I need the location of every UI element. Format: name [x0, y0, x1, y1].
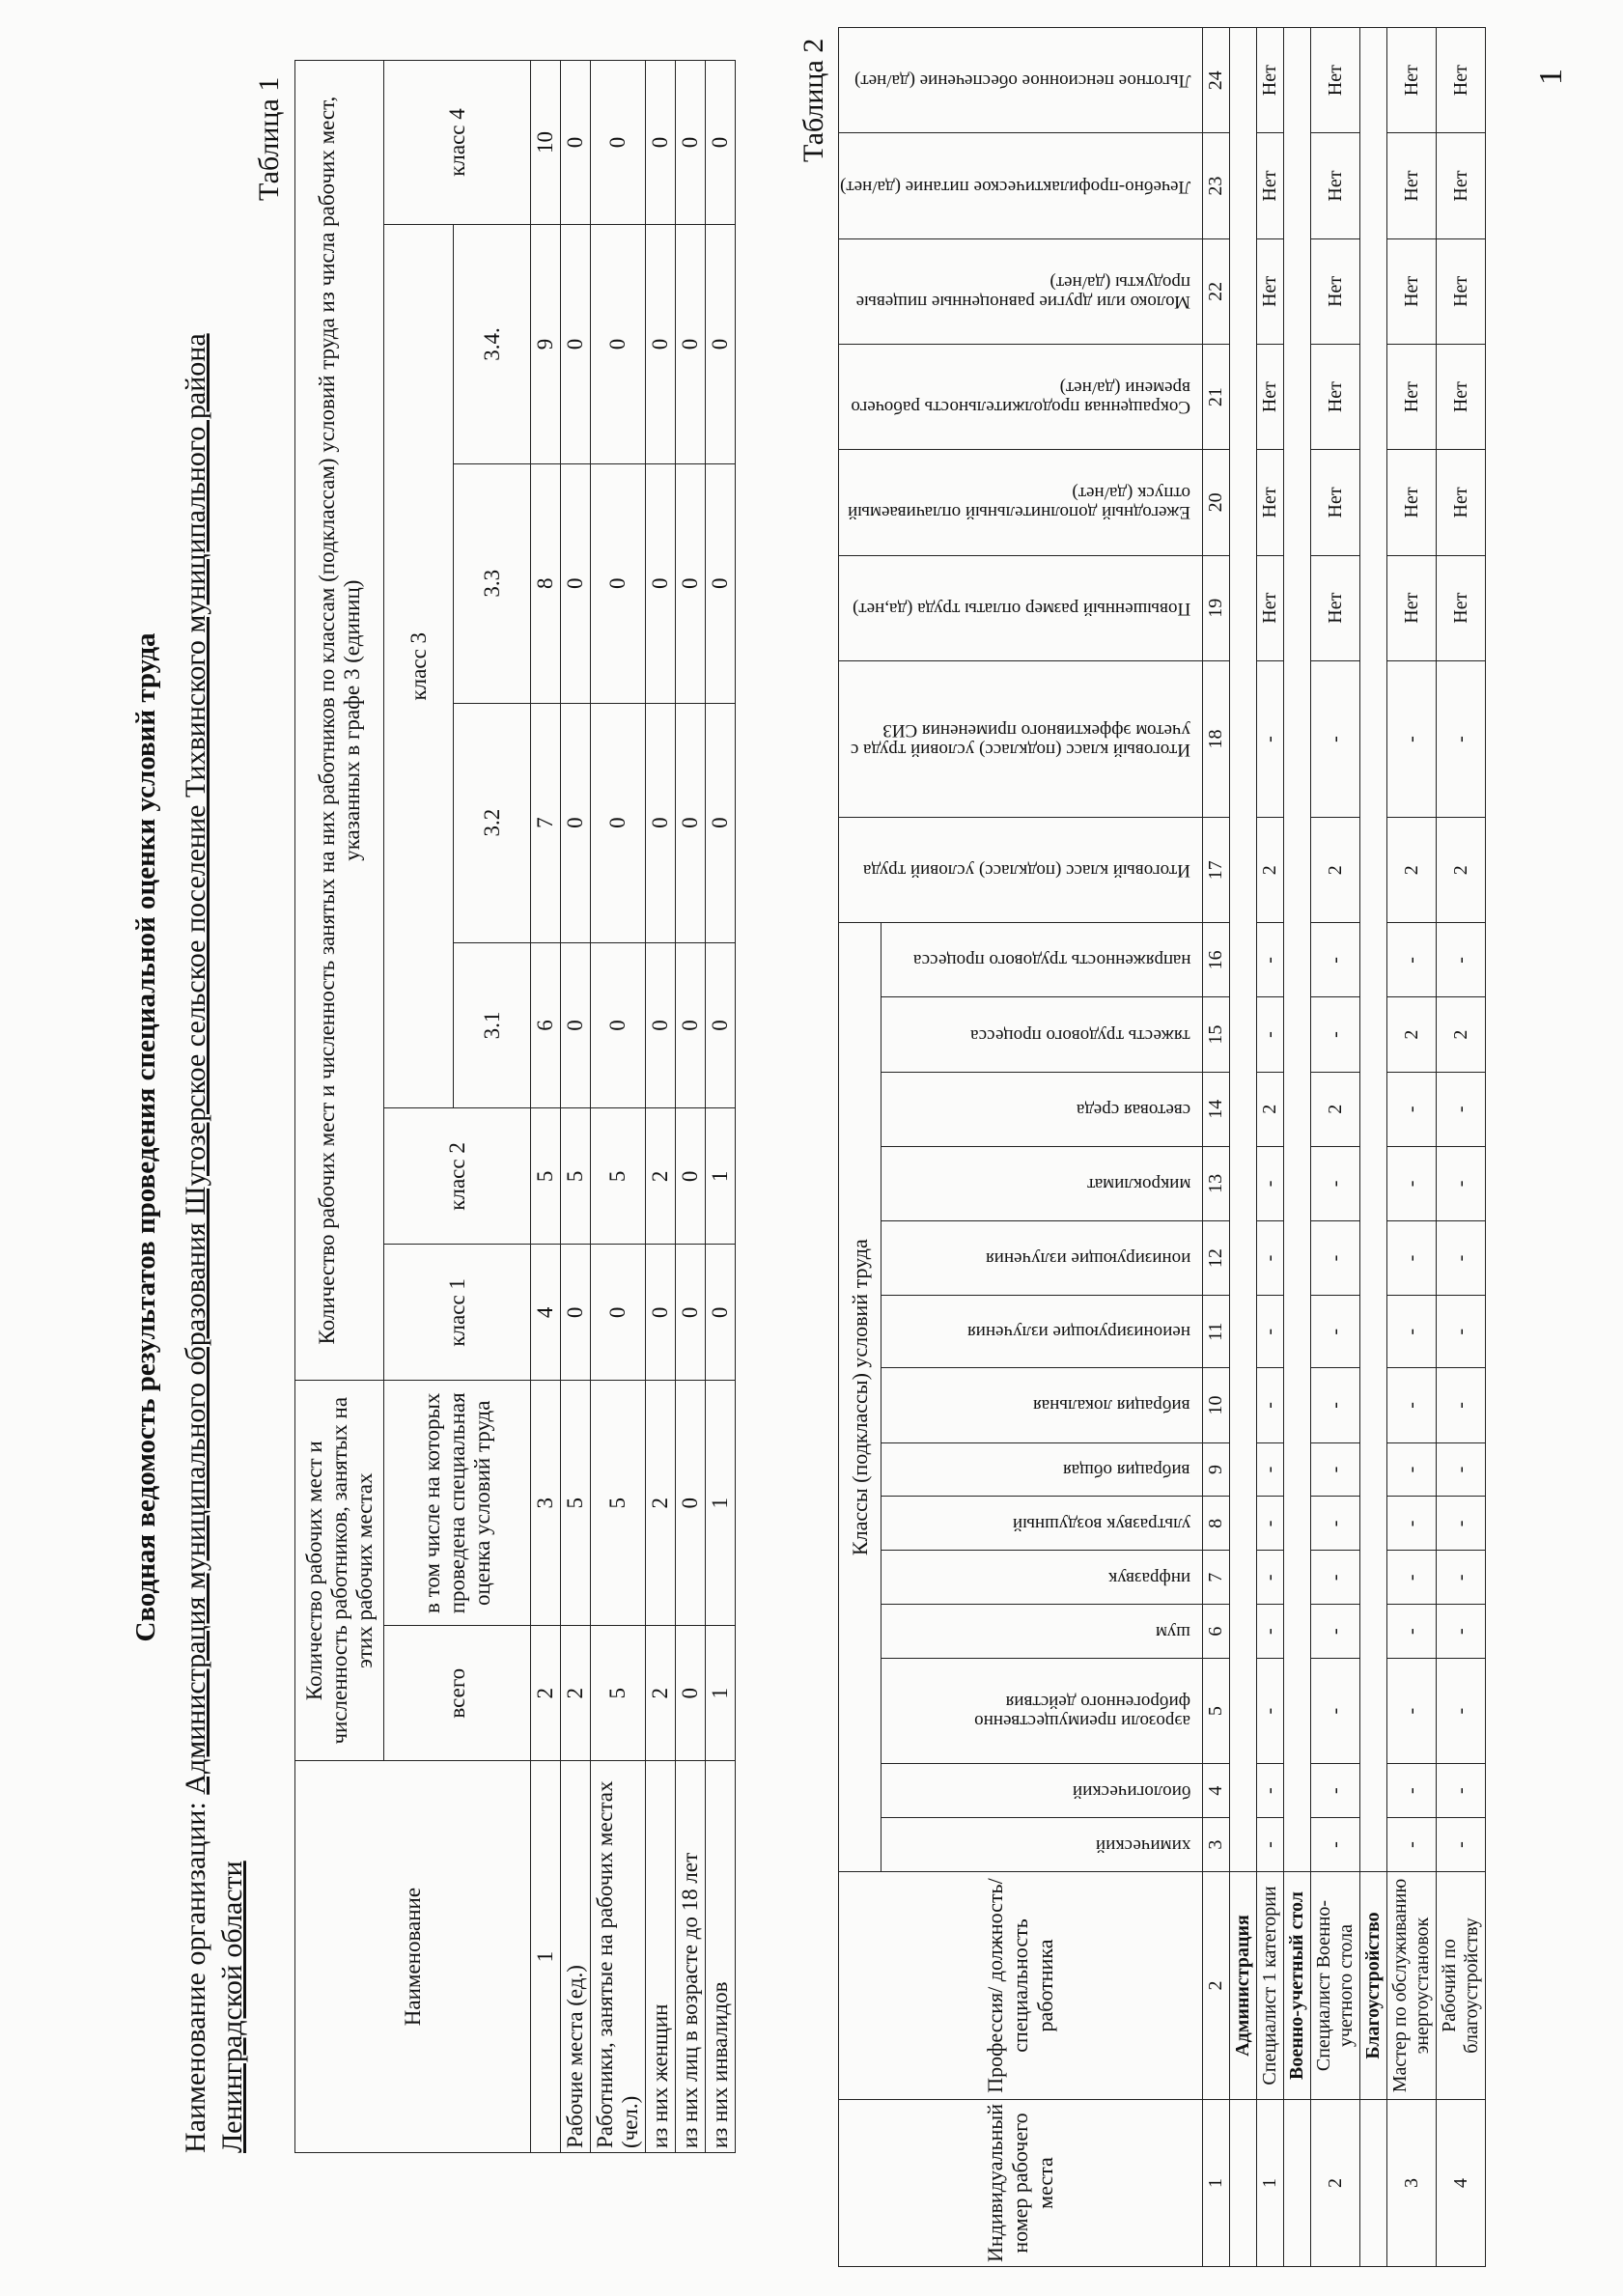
t2-cell: -	[1387, 1605, 1437, 1659]
t2-factor-header	[881, 1764, 1203, 1818]
t2-cell: 2	[1387, 818, 1437, 923]
t2-cell: 2	[1257, 1072, 1284, 1146]
t2-cell: -	[1257, 1659, 1284, 1764]
t2-cell: 2	[1437, 818, 1486, 923]
t2-cell: Нет	[1437, 450, 1486, 555]
t2-profession: Рабочий по благоустройству	[1437, 1872, 1486, 2100]
t2-factor-label: биологический	[1072, 1780, 1190, 1802]
t1-colnum: 4	[531, 1245, 561, 1381]
t1-row-name: из них инвалидов	[706, 1761, 736, 2153]
t2-cell: 2	[1387, 997, 1437, 1072]
t2-group-name: Администрация	[1230, 1872, 1257, 2100]
t2-cell: -	[1437, 1368, 1486, 1442]
t2-cell: -	[1311, 1818, 1360, 1872]
t2-colnum: 18	[1203, 660, 1230, 817]
t1-colnum: 5	[531, 1108, 561, 1245]
t1-cell: 0	[706, 463, 736, 703]
t2-cell: Нет	[1311, 238, 1360, 344]
t1-header-3-2: 3.2	[454, 703, 531, 942]
t2-cell: Нет	[1257, 345, 1284, 450]
t2-cell: -	[1257, 1146, 1284, 1220]
t1-cell: 2	[646, 1108, 676, 1245]
t2-workplace-number: 1	[1257, 2100, 1284, 2267]
t1-cell: 2	[646, 1626, 676, 1761]
t2-colnum: 20	[1203, 450, 1230, 555]
t1-cell: 0	[561, 225, 591, 464]
t2-factor-header	[881, 1296, 1203, 1368]
t2-colnum: 2	[1203, 1872, 1230, 2100]
t2-factor-label: ионизирующие излучения	[985, 1248, 1190, 1270]
t2-group-row	[1230, 28, 1257, 2267]
t2-cell: -	[1311, 1605, 1360, 1659]
t1-cell: 0	[676, 463, 706, 703]
t2-cell: -	[1387, 1764, 1437, 1818]
t1-cell: 0	[561, 703, 591, 942]
t1-colnum: 6	[531, 942, 561, 1108]
t2-cell: -	[1437, 1764, 1486, 1818]
t1-cell: 5	[591, 1381, 646, 1626]
t2-factor-label: вибрация локальная	[1033, 1395, 1190, 1416]
t1-row-name: Рабочие места (ед.)	[561, 1761, 591, 2153]
t2-row	[1387, 28, 1437, 2267]
t1-cell: 0	[706, 61, 736, 225]
t2-cell: -	[1257, 923, 1284, 997]
t2-colnum: 21	[1203, 345, 1230, 450]
t2-group-row	[1284, 28, 1311, 2267]
t1-cell: 0	[676, 703, 706, 942]
t2-factor-header	[839, 660, 1203, 817]
t2-cell: Нет	[1437, 345, 1486, 450]
t2-colnum: 4	[1203, 1764, 1230, 1818]
t1-cell: 0	[561, 463, 591, 703]
t1-body	[561, 61, 736, 2153]
t2-cell: -	[1387, 1220, 1437, 1295]
t2-factor-header	[839, 345, 1203, 450]
t2-colnum: 5	[1203, 1659, 1230, 1764]
t2-cell: Нет	[1311, 345, 1360, 450]
t2-cell: -	[1311, 1146, 1360, 1220]
t1-colnum: 8	[531, 463, 561, 703]
t2-factor-header	[881, 1818, 1203, 1872]
t2-cell: Нет	[1311, 133, 1360, 238]
t1-header-classes: Количество рабочих мест и численность занятых на них работников по классам (подклассам) условий труда из числа рабочих мест, указанных в графе 3 (единиц)	[295, 61, 384, 1381]
t2-factor-header	[881, 1072, 1203, 1146]
t2-factor-header	[881, 923, 1203, 997]
t2-factor-header	[881, 1368, 1203, 1442]
t1-colnum: 2	[531, 1626, 561, 1761]
t1-cell: 5	[561, 1381, 591, 1626]
t2-group-name: Военно-учетный стол	[1284, 1872, 1311, 2100]
t2-cell: -	[1437, 1605, 1486, 1659]
document-title: Сводная ведомость результатов проведения специальной оценки условий труда	[130, 632, 161, 1642]
t2-colnum: 24	[1203, 28, 1230, 133]
t2-cell: Нет	[1257, 133, 1284, 238]
t2-factor-header	[839, 133, 1203, 238]
t2-factor-label: аэрозоли преимущественно фиброгенного действия	[974, 1692, 1190, 1732]
t2-cell: -	[1257, 1368, 1284, 1442]
t2-workplace-number: 4	[1437, 2100, 1486, 2267]
summary-table-1	[294, 60, 736, 2153]
t1-cell: 0	[561, 1245, 591, 1381]
table1-caption: Таблица 1	[253, 76, 285, 201]
t2-cell: -	[1311, 1497, 1360, 1551]
t2-cell: -	[1387, 1146, 1437, 1220]
t1-cell: 0	[706, 225, 736, 464]
t1-cell: 5	[591, 1626, 646, 1761]
t1-cell: 0	[676, 1626, 706, 1761]
t2-factor-label: Ежегодный дополнительный оплачиваемый отпуск (да/нет)	[848, 483, 1190, 523]
t2-group-spacer	[1230, 2100, 1257, 2267]
t1-cell: 0	[646, 463, 676, 703]
t2-cell: -	[1257, 997, 1284, 1072]
t2-header-classes: Классы (подклассы) условий труда	[839, 923, 881, 1872]
t2-cell: -	[1437, 1146, 1486, 1220]
t2-colnum: 16	[1203, 923, 1230, 997]
t2-cell: -	[1387, 1818, 1437, 1872]
t2-cell: Нет	[1387, 345, 1437, 450]
t2-profession: Специалист 1 категории	[1257, 1872, 1284, 2100]
t1-cell: 5	[591, 1108, 646, 1245]
t2-row	[1311, 28, 1360, 2267]
t2-cell: -	[1311, 1551, 1360, 1605]
t2-factor-header	[839, 450, 1203, 555]
t2-cell: -	[1311, 1442, 1360, 1497]
t2-factor-label: Молоко или другие равноценные пищевые продукты (да/нет)	[855, 271, 1190, 312]
t2-factor-label: микроклимат	[1086, 1173, 1190, 1194]
t2-cell: -	[1257, 1220, 1284, 1295]
t2-group-fill	[1360, 28, 1387, 1872]
t2-colnum: 17	[1203, 818, 1230, 923]
t2-cell: Нет	[1387, 133, 1437, 238]
organization-name: Администрация муниципального образования Шугозерское сельское поселение Тихвинского муниципального района	[180, 333, 211, 1795]
t2-column-numbers	[1203, 28, 1230, 2267]
t1-cell: 0	[706, 1245, 736, 1381]
t2-cell: -	[1387, 1296, 1437, 1368]
t1-header-class4: класс 4	[384, 61, 531, 225]
t2-colnum: 6	[1203, 1605, 1230, 1659]
t2-factor-label: Итоговый класс (подкласс) условий труда с учетом эффективного применения СИЗ	[850, 719, 1190, 760]
t1-cell: 1	[706, 1626, 736, 1761]
t1-row	[706, 61, 736, 2153]
t2-cell: 2	[1257, 818, 1284, 923]
t1-column-numbers	[531, 61, 561, 2153]
t2-factor-header	[881, 1442, 1203, 1497]
t2-colnum: 13	[1203, 1146, 1230, 1220]
t2-cell: -	[1437, 1497, 1486, 1551]
t1-cell: 0	[646, 1245, 676, 1381]
t2-colnum: 1	[1203, 2100, 1230, 2267]
t2-factor-label: инфразвук	[1107, 1567, 1190, 1588]
t2-row	[1437, 28, 1486, 2267]
t2-colnum: 14	[1203, 1072, 1230, 1146]
t2-cell: Нет	[1387, 238, 1437, 344]
t1-header-class3: класс 3	[384, 225, 454, 1108]
t1-header-total: всего	[384, 1626, 531, 1761]
t2-factor-label: Повышенный размер оплаты труда (да,нет)	[852, 598, 1190, 619]
t1-cell: 0	[646, 942, 676, 1108]
t2-cell: -	[1257, 1296, 1284, 1368]
t1-cell: 0	[591, 942, 646, 1108]
t2-cell: 2	[1311, 818, 1360, 923]
t2-colnum: 10	[1203, 1368, 1230, 1442]
t2-cell: Нет	[1311, 450, 1360, 555]
t1-row	[561, 61, 591, 2153]
t2-factor-header	[881, 1146, 1203, 1220]
t2-cell: Нет	[1387, 28, 1437, 133]
t2-cell: -	[1437, 1072, 1486, 1146]
t2-cell: Нет	[1311, 555, 1360, 660]
t2-colnum: 9	[1203, 1442, 1230, 1497]
t2-group-spacer	[1284, 2100, 1311, 2267]
t2-profession: Специалист Военно-учетного стола	[1311, 1872, 1360, 2100]
t2-cell: 2	[1311, 1072, 1360, 1146]
t2-cell: -	[1387, 1551, 1437, 1605]
t2-cell: 2	[1437, 997, 1486, 1072]
organization-label: Наименование организации:	[180, 1802, 211, 2153]
t1-cell: 0	[591, 463, 646, 703]
t2-factor-label: ультразвук воздушный	[1012, 1513, 1190, 1534]
t2-factor-header	[881, 1220, 1203, 1295]
t1-colnum: 7	[531, 703, 561, 942]
t1-cell: 2	[646, 1381, 676, 1626]
t2-workplace-number: 3	[1387, 2100, 1437, 2267]
t1-colnum: 3	[531, 1381, 561, 1626]
t2-cell: -	[1387, 1368, 1437, 1442]
t2-cell: Нет	[1257, 450, 1284, 555]
t2-factor-label: Льготное пенсионное обеспечение (да/нет)	[853, 70, 1190, 92]
t2-colnum: 8	[1203, 1497, 1230, 1551]
t1-header-3-4: 3.4.	[454, 225, 531, 464]
t1-colnum: 9	[531, 225, 561, 464]
t2-cell: -	[1437, 923, 1486, 997]
t2-factor-header	[839, 818, 1203, 923]
t2-factor-header	[881, 997, 1203, 1072]
t1-header-class1: класс 1	[384, 1245, 531, 1381]
t1-cell: 0	[591, 1245, 646, 1381]
t1-row-name: из них женщин	[646, 1761, 676, 2153]
t2-cell: -	[1311, 1764, 1360, 1818]
t2-cell: Нет	[1257, 28, 1284, 133]
t2-body	[1230, 28, 1486, 2267]
t2-cell: -	[1437, 1818, 1486, 1872]
t2-factor-header	[839, 28, 1203, 133]
t2-cell: -	[1311, 1368, 1360, 1442]
t1-cell: 1	[706, 1381, 736, 1626]
t2-colnum: 3	[1203, 1818, 1230, 1872]
t2-group-row	[1360, 28, 1387, 2267]
t1-cell: 0	[676, 1381, 706, 1626]
t1-header-count: Количество рабочих мест и численность работников, занятых на этих рабочих местах	[295, 1381, 384, 1761]
t2-cell: -	[1437, 1442, 1486, 1497]
t1-colnum: 1	[531, 1761, 561, 2153]
t2-factor-header	[839, 238, 1203, 344]
t2-factor-label: шум	[1156, 1621, 1190, 1642]
t1-colnum: 10	[531, 61, 561, 225]
t2-group-fill	[1230, 28, 1257, 1872]
t1-header-name: Наименование	[295, 1761, 531, 2153]
t2-cell: -	[1311, 1296, 1360, 1368]
t2-cell: Нет	[1257, 555, 1284, 660]
t1-header-3-1: 3.1	[454, 942, 531, 1108]
t2-cell: Нет	[1387, 450, 1437, 555]
t2-factor-header	[881, 1659, 1203, 1764]
t2-cell: Нет	[1437, 133, 1486, 238]
t2-factor-header	[881, 1497, 1203, 1551]
t2-cell: -	[1257, 660, 1284, 817]
t2-factor-label: неионизирующие излучения	[967, 1322, 1190, 1343]
t2-group-fill	[1284, 28, 1311, 1872]
t1-cell: 0	[706, 942, 736, 1108]
t1-cell: 0	[706, 703, 736, 942]
t2-factor-label: вибрация общая	[1063, 1460, 1190, 1480]
t2-row	[1257, 28, 1284, 2267]
t1-cell: 0	[561, 942, 591, 1108]
t2-cell: Нет	[1437, 555, 1486, 660]
t1-row	[646, 61, 676, 2153]
t2-factor-header	[839, 555, 1203, 660]
page-number: 1	[1533, 69, 1569, 85]
t2-cell: -	[1387, 1497, 1437, 1551]
t2-cell: -	[1257, 1551, 1284, 1605]
t2-profession: Мастер по обслуживанию энергоустановок	[1387, 1872, 1437, 2100]
organization-region: Ленинградской области	[216, 1861, 248, 2153]
t2-factor-header	[881, 1605, 1203, 1659]
t1-cell: 5	[561, 1108, 591, 1245]
t1-header-sout: в том числе на которых проведена специальная оценка условий труда	[384, 1381, 531, 1626]
t2-colnum: 23	[1203, 133, 1230, 238]
t1-cell: 1	[706, 1108, 736, 1245]
t2-factor-label: химический	[1095, 1834, 1190, 1856]
t1-cell: 0	[676, 942, 706, 1108]
t2-cell: Нет	[1257, 238, 1284, 344]
t1-cell: 0	[676, 1108, 706, 1245]
t1-header-class2: класс 2	[384, 1108, 531, 1245]
t2-cell: -	[1387, 1072, 1437, 1146]
t2-cell: -	[1437, 1220, 1486, 1295]
t1-header-3-3: 3.3	[454, 463, 531, 703]
t1-cell: 0	[676, 1245, 706, 1381]
organization-line	[178, 48, 251, 2153]
t1-cell: 0	[591, 61, 646, 225]
t2-factor-label: Лечебно-профилактическое питание (да/нет)	[839, 176, 1190, 197]
t2-cell: Нет	[1437, 238, 1486, 344]
table2-caption: Таблица 2	[798, 38, 829, 162]
t1-cell: 0	[646, 225, 676, 464]
t2-colnum: 19	[1203, 555, 1230, 660]
t2-cell: -	[1257, 1605, 1284, 1659]
t1-cell: 0	[646, 703, 676, 942]
t2-cell: -	[1257, 1442, 1284, 1497]
t1-cell: 0	[676, 61, 706, 225]
t2-colnum: 12	[1203, 1220, 1230, 1295]
workplaces-table-2	[838, 27, 1486, 2267]
t2-cell: -	[1387, 1442, 1437, 1497]
t2-cell: -	[1311, 1659, 1360, 1764]
t2-cell: -	[1387, 1659, 1437, 1764]
t2-colnum: 7	[1203, 1551, 1230, 1605]
t1-cell: 2	[561, 1626, 591, 1761]
t2-cell: -	[1257, 1764, 1284, 1818]
t2-cell: Нет	[1311, 28, 1360, 133]
t1-cell: 0	[646, 61, 676, 225]
t2-colnum: 15	[1203, 997, 1230, 1072]
t1-row	[676, 61, 706, 2153]
t2-cell: -	[1311, 660, 1360, 817]
t2-factor-label: тяжесть трудового процесса	[970, 1024, 1190, 1046]
t1-cell: 0	[676, 225, 706, 464]
t2-header-number: Индивидуальный номер рабочего места	[839, 2100, 1203, 2267]
t2-cell: -	[1437, 1551, 1486, 1605]
t1-row	[591, 61, 646, 2153]
t2-group-spacer	[1360, 2100, 1387, 2267]
t1-row-name: из них лиц в возрасте до 18 лет	[676, 1761, 706, 2153]
t1-cell: 0	[591, 225, 646, 464]
t2-cell: -	[1257, 1497, 1284, 1551]
t2-cell: -	[1437, 1296, 1486, 1368]
t2-colnum: 22	[1203, 238, 1230, 344]
t2-cell: -	[1311, 1220, 1360, 1295]
t1-cell: 0	[561, 61, 591, 225]
t2-cell: -	[1387, 923, 1437, 997]
t2-factor-header	[881, 1551, 1203, 1605]
t2-header-profession: Профессия/ должность/ специальность работника	[839, 1872, 1203, 2100]
t2-cell: -	[1311, 997, 1360, 1072]
t2-cell: Нет	[1387, 555, 1437, 660]
t2-workplace-number: 2	[1311, 2100, 1360, 2267]
t2-factor-label: световая среда	[1076, 1099, 1190, 1120]
t2-group-name: Благоустройство	[1360, 1872, 1387, 2100]
t2-cell: -	[1311, 923, 1360, 997]
t1-row-name: Работники, занятые на рабочих местах (чел.)	[591, 1761, 646, 2153]
t2-factor-label: напряженность трудового процесса	[912, 950, 1190, 971]
t2-colnum: 11	[1203, 1296, 1230, 1368]
t1-cell: 0	[591, 703, 646, 942]
t2-cell: Нет	[1437, 28, 1486, 133]
t2-cell: -	[1257, 1818, 1284, 1872]
t2-cell: -	[1387, 660, 1437, 817]
t2-factor-label: Сокращенная продолжительность рабочего времени (да/нет)	[851, 378, 1190, 418]
t2-cell: -	[1437, 1659, 1486, 1764]
t2-cell: -	[1437, 660, 1486, 817]
t2-factor-label: Итоговый класс (подкласс) условий труда	[863, 860, 1190, 882]
